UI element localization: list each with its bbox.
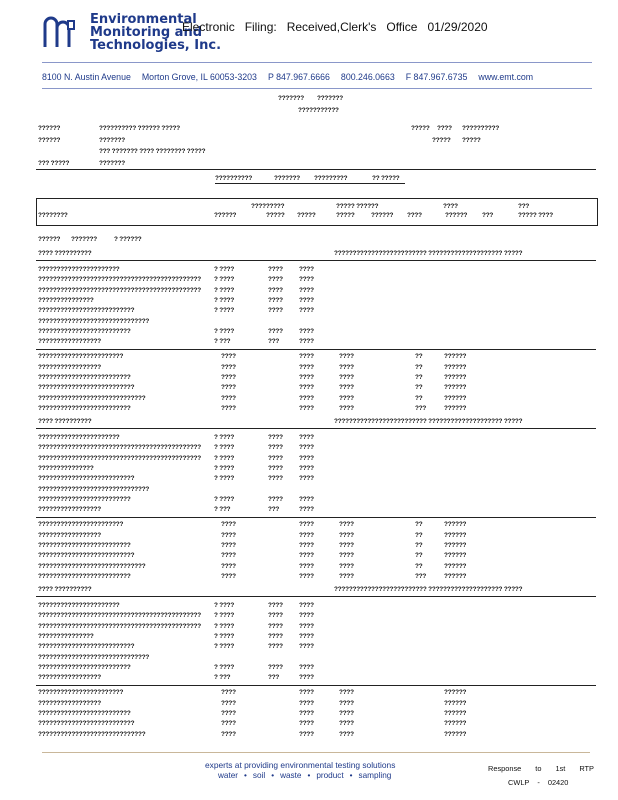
analyte-name: ????????????????? (38, 338, 101, 346)
response-word: RTP (579, 764, 594, 773)
analyte-name: ?????????????????????????? (38, 552, 135, 560)
analyte-value: ???? (299, 394, 314, 402)
analyte-value: ?? (415, 353, 423, 361)
analyte-value: ??? (268, 338, 280, 346)
section-heading: ???? ?????????? (38, 418, 92, 425)
analyte-value: ???? (268, 475, 283, 483)
analyte-value: ?????? (444, 720, 467, 728)
analyte-value: ? ???? (214, 307, 235, 315)
info-label: ?????? (38, 125, 61, 132)
analyte-value: ???? (268, 622, 283, 630)
analyte-value: ???? (268, 643, 283, 651)
analyte-value: ?? (415, 562, 423, 570)
section-heading-right: ????????????????????????? ???????????????????? ????? (334, 418, 523, 425)
analyte-value: ?? (415, 384, 423, 392)
analyte-value: ?????? (444, 572, 467, 580)
service-item: waste (280, 771, 302, 780)
analyte-value: ???? (268, 286, 283, 294)
analyte-value: ???? (268, 602, 283, 609)
filing-word: Filing: (244, 20, 277, 34)
analyte-value: ?? (415, 394, 423, 402)
analyte-value: ???? (299, 296, 314, 304)
analyte-name: ??????????????? (38, 464, 94, 472)
analyte-value: ???? (268, 663, 283, 671)
analyte-value: ?????? (444, 404, 467, 412)
cwlp-word: CWLP (508, 778, 530, 787)
analyte-value: ???? (299, 542, 314, 549)
analyte-name: ????????????????? (38, 531, 101, 539)
analyte-value: ???? (268, 632, 283, 640)
analyte-value: ???? (268, 327, 283, 335)
info-divider (36, 169, 596, 170)
analyte-value: ???? (299, 475, 314, 483)
analyte-value: ?????? (444, 699, 467, 707)
analyte-value: ???? (299, 602, 314, 609)
column-header: ??? (518, 203, 530, 210)
column-header: ????? (266, 212, 285, 219)
column-header: ????? ?????? (336, 203, 379, 210)
analyte-value: ? ???? (214, 475, 235, 483)
analyte-value: ???? (221, 374, 236, 381)
analyte-value: ???? (299, 434, 314, 441)
response-word: 1st (555, 764, 566, 773)
info-value: ??????? (99, 137, 125, 144)
subsection-divider (36, 349, 596, 350)
analyte-value: ???? (299, 327, 314, 335)
analyte-value: ?????? (444, 384, 467, 392)
analyte-name: ????????????????????????????? (38, 394, 146, 402)
analyte-value: ???? (299, 363, 314, 371)
analyte-value: ? ??? (214, 338, 231, 346)
analyte-value: ???? (299, 622, 314, 630)
analyte-value: ? ???? (214, 286, 235, 294)
analyte-value: ???? (221, 394, 236, 402)
analyte-value: ???? (221, 720, 236, 728)
analyte-value: ???? (221, 404, 236, 412)
cwlp-number: 02420 (547, 778, 569, 787)
analyte-value: ???? (339, 374, 354, 381)
analyte-value: ?????? (444, 552, 467, 560)
analyte-name: ????????????????? (38, 506, 101, 514)
response-note (488, 764, 608, 773)
analyte-value: ? ???? (214, 454, 235, 462)
column-header: ??? (482, 212, 494, 219)
analyte-value: ???? (299, 266, 314, 273)
analyte-value: ? ???? (214, 327, 235, 335)
analyte-value: ???? (299, 276, 314, 284)
analyte-name: ?????????????????????????????? (38, 653, 150, 661)
analyte-name: ???????????????????????????????????????????? (38, 444, 201, 452)
company-name-line3: Technologies, Inc. (90, 38, 222, 53)
analyte-value: ? ???? (214, 643, 235, 651)
analyte-name: ?????????????????????????? (38, 720, 135, 728)
service-item: product (316, 771, 344, 780)
legend-item: ? ?????? (114, 236, 142, 243)
analyte-name: ?????????????????????????? (38, 384, 135, 392)
analyte-value: ? ???? (214, 602, 235, 609)
analyte-name: ?????????????????????? (38, 602, 120, 609)
filing-word: Received,Clerk's (286, 20, 377, 34)
analyte-value: ?? (415, 363, 423, 371)
service-item: water (218, 771, 239, 780)
column-header: ?????? (445, 212, 468, 219)
summary-label: ?? ????? (372, 175, 400, 182)
analyte-value: ???? (268, 276, 283, 284)
section-divider (36, 428, 596, 429)
info-label: ??? ????? (38, 160, 70, 167)
info-label: ?????? (38, 137, 61, 144)
analyte-name: ????????????????????????????? (38, 730, 146, 738)
filing-word: Electronic (182, 20, 235, 34)
analyte-value: ???? (299, 663, 314, 671)
analyte-value: ???? (339, 353, 354, 361)
section-heading-right: ????????????????????????? ???????????????????? ????? (334, 586, 523, 593)
city-address: Morton Grove, IL 60053-3203 (141, 72, 257, 82)
analyte-value: ???? (268, 266, 283, 273)
column-header: ???? (443, 203, 458, 210)
analyte-value: ???? (221, 689, 236, 697)
analyte-value: ???? (339, 404, 354, 412)
analyte-value: ?? (415, 531, 423, 539)
analyte-value: ???? (299, 444, 314, 452)
analyte-value: ???? (299, 674, 314, 682)
analyte-value: ???? (299, 552, 314, 560)
response-word: Response (488, 764, 522, 773)
analyte-name: ??????????????? (38, 632, 94, 640)
company-name-line1: Environmental (90, 12, 197, 27)
street-address: 8100 N. Austin Avenue (42, 72, 131, 82)
analyte-value: ?????? (444, 710, 467, 717)
column-header: ?????? (371, 212, 394, 219)
analyte-value: ?????? (444, 363, 467, 371)
analyte-value: ???? (221, 542, 236, 549)
info-value: ?????????? (462, 125, 500, 132)
analyte-name: ???????????????????????????????????????????? (38, 454, 201, 462)
analyte-name: ???????????????????????????????????????????? (38, 612, 201, 620)
subsection-divider (36, 685, 596, 686)
fax: F 847.967.6735 (405, 72, 468, 82)
analyte-value: ? ???? (214, 434, 235, 441)
response-word: to (535, 764, 542, 773)
analyte-name: ???????????????????????????????????????????? (38, 622, 201, 630)
analyte-value: ?? (415, 521, 423, 529)
doc-subtitle: ??????????? (298, 107, 339, 114)
info-label: ????? (411, 125, 430, 132)
analyte-value: ???? (299, 353, 314, 361)
analyte-name: ?????????????????????????????? (38, 485, 150, 493)
column-header: ????? (297, 212, 316, 219)
analyte-value: ?????? (444, 562, 467, 570)
analyte-value: ???? (299, 632, 314, 640)
analyte-value: ? ???? (214, 632, 235, 640)
analyte-value: ???? (339, 710, 354, 717)
analyte-value: ?????? (444, 542, 467, 549)
analyte-value: ???? (299, 286, 314, 294)
analyte-value: ???? (221, 730, 236, 738)
analyte-value: ???? (268, 296, 283, 304)
column-header: ???? (407, 212, 422, 219)
analyte-value: ?????? (444, 531, 467, 539)
analyte-value: ?????? (444, 394, 467, 402)
analyte-value: ???? (299, 720, 314, 728)
summary-label: ?????????? (215, 175, 253, 182)
analyte-value: ???? (299, 521, 314, 529)
analyte-value: ?????? (444, 730, 467, 738)
analyte-name: ????????????????????????? (38, 710, 131, 717)
info-value: ??????? (99, 160, 125, 167)
analyte-value: ???? (221, 699, 236, 707)
analyte-value: ??? (268, 506, 280, 514)
column-header-box (36, 198, 598, 226)
section-heading: ???? ?????????? (38, 250, 92, 257)
analyte-name: ?????????????????????????? (38, 307, 135, 315)
analyte-value: ? ???? (214, 464, 235, 472)
analyte-value: ???? (268, 434, 283, 441)
analyte-name: ?????????????????????????? (38, 643, 135, 651)
section-heading-right: ????????????????????????? ???????????????????? ????? (334, 250, 523, 257)
analyte-value: ???? (299, 730, 314, 738)
analyte-value: ???? (299, 384, 314, 392)
column-header: ???????? (38, 212, 68, 219)
analyte-value: ???? (299, 464, 314, 472)
analyte-value: ?? (415, 542, 423, 549)
analyte-value: ???? (339, 531, 354, 539)
analyte-value: ?????? (444, 353, 467, 361)
analyte-name: ????????????????????????????? (38, 562, 146, 570)
analyte-name: ????????????????????????? (38, 495, 131, 503)
analyte-value: ???? (339, 720, 354, 728)
header-divider (42, 62, 592, 63)
info-value: ????? (462, 137, 481, 144)
analyte-value: ? ???? (214, 495, 235, 503)
analyte-name: ????????????????? (38, 674, 101, 682)
analyte-value: ??? (415, 404, 427, 412)
analyte-name: ?????????????????????????????? (38, 317, 150, 325)
analyte-value: ? ???? (214, 622, 235, 630)
analyte-value: ???? (268, 307, 283, 315)
analyte-name: ????????????????????????? (38, 404, 131, 412)
cwlp-word: - (537, 778, 540, 787)
analyte-name: ?????????????????????? (38, 266, 120, 273)
analyte-value: ?????? (444, 521, 467, 529)
analyte-value: ???? (221, 562, 236, 570)
analyte-value: ???? (299, 562, 314, 570)
analyte-value: ???? (268, 454, 283, 462)
summary-underline (215, 183, 405, 184)
analyte-value: ? ???? (214, 663, 235, 671)
analyte-value: ???? (339, 552, 354, 560)
analyte-value: ???? (299, 699, 314, 707)
filing-word: Office (386, 20, 418, 34)
analyte-value: ???? (299, 531, 314, 539)
column-header: ?????? (214, 212, 237, 219)
legend-item: ??????? (71, 236, 97, 243)
analyte-name: ??????????????? (38, 296, 94, 304)
analyte-value: ???? (339, 394, 354, 402)
analyte-value: ???? (268, 612, 283, 620)
analyte-value: ???? (299, 307, 314, 315)
analyte-value: ? ???? (214, 276, 235, 284)
analyte-value: ???? (339, 572, 354, 580)
analyte-value: ???? (268, 444, 283, 452)
analyte-value: ? ???? (214, 266, 235, 273)
analyte-value: ???? (299, 612, 314, 620)
analyte-value: ?? (415, 374, 423, 381)
analyte-value: ???? (299, 689, 314, 697)
analyte-value: ???? (339, 699, 354, 707)
analyte-value: ???? (299, 572, 314, 580)
service-item: sampling (358, 771, 392, 780)
analyte-value: ???? (221, 353, 236, 361)
filing-stamp (182, 20, 498, 34)
analyte-value: ???? (339, 562, 354, 570)
analyte-value: ???? (268, 464, 283, 472)
toll-free-phone: 800.246.0663 (340, 72, 395, 82)
analyte-value: ? ???? (214, 296, 235, 304)
analyte-value: ???? (339, 542, 354, 549)
website-link[interactable]: www.emt.com (478, 72, 534, 82)
analyte-name: ???????????????????????????????????????????? (38, 276, 201, 284)
summary-label: ??????? (274, 175, 300, 182)
doc-title: ??????? (278, 95, 304, 102)
filing-date: 01/29/2020 (427, 20, 488, 34)
analyte-name: ????????????????????????? (38, 327, 131, 335)
address-line (42, 72, 544, 82)
analyte-value: ???? (221, 384, 236, 392)
analyte-value: ???? (339, 363, 354, 371)
analyte-value: ? ???? (214, 444, 235, 452)
legend-item: ?????? (38, 236, 61, 243)
analyte-value: ???? (221, 552, 236, 560)
info-label: ????? (432, 137, 451, 144)
analyte-value: ???? (299, 404, 314, 412)
summary-label: ????????? (314, 175, 348, 182)
analyte-value: ???? (299, 506, 314, 514)
analyte-value: ???? (221, 710, 236, 717)
company-logo-icon (42, 16, 78, 50)
analyte-value: ?? (415, 552, 423, 560)
analyte-name: ????????????????????????? (38, 374, 131, 381)
service-item: soil (252, 771, 266, 780)
column-header: ????? (336, 212, 355, 219)
analyte-value: ???? (268, 495, 283, 503)
analyte-value: ? ???? (214, 612, 235, 620)
analyte-value: ??? (415, 572, 427, 580)
analyte-value: ???? (299, 374, 314, 381)
analyte-value: ???? (299, 338, 314, 346)
analyte-value: ??? (268, 674, 280, 682)
info-value: ??? ??????? ???? ???????? ????? (99, 148, 206, 155)
info-label: ???? (437, 125, 452, 132)
analyte-value: ?????? (444, 374, 467, 381)
analyte-value: ???? (299, 710, 314, 717)
analyte-name: ????????????????????????? (38, 663, 131, 671)
section-heading: ???? ?????????? (38, 586, 92, 593)
analyte-name: ??????????????????????? (38, 689, 124, 697)
analyte-name: ??????????????????????? (38, 353, 124, 361)
analyte-value: ???? (221, 531, 236, 539)
analyte-value: ???? (299, 454, 314, 462)
analyte-value: ???? (299, 643, 314, 651)
analyte-value: ?????? (444, 689, 467, 697)
analyte-value: ???? (221, 521, 236, 529)
analyte-value: ? ??? (214, 506, 231, 514)
footer-services: water • soil • waste • product • sampling (218, 771, 392, 780)
analyte-name: ????????????????? (38, 699, 101, 707)
analyte-value: ???? (221, 363, 236, 371)
analyte-name: ??????????????????????? (38, 521, 124, 529)
section-divider (36, 260, 596, 261)
analyte-value: ???? (339, 730, 354, 738)
analyte-name: ????????????????? (38, 363, 101, 371)
footer-divider (42, 752, 590, 753)
analyte-name: ???????????????????????????????????????????? (38, 286, 201, 294)
analyte-name: ?????????????????????????? (38, 475, 135, 483)
analyte-value: ???? (339, 521, 354, 529)
section-divider (36, 596, 596, 597)
column-header: ????? ???? (518, 212, 553, 219)
phone: P 847.967.6666 (267, 72, 330, 82)
analyte-value: ???? (299, 495, 314, 503)
analyte-name: ?????????????????????? (38, 434, 120, 441)
doc-title: ??????? (317, 95, 343, 102)
subsection-divider (36, 517, 596, 518)
cwlp-note (508, 778, 576, 787)
info-value: ?????????? ?????? ????? (99, 125, 180, 132)
footer-tagline: experts at providing environmental testing solutions (205, 760, 396, 770)
analyte-value: ???? (339, 689, 354, 697)
column-header: ????????? (251, 203, 285, 210)
analyte-name: ????????????????????????? (38, 572, 131, 580)
company-name-line2: Monitoring and (90, 25, 203, 40)
analyte-value: ? ??? (214, 674, 231, 682)
address-divider (42, 88, 592, 89)
analyte-name: ????????????????????????? (38, 542, 131, 549)
analyte-value: ???? (339, 384, 354, 392)
analyte-value: ???? (221, 572, 236, 580)
